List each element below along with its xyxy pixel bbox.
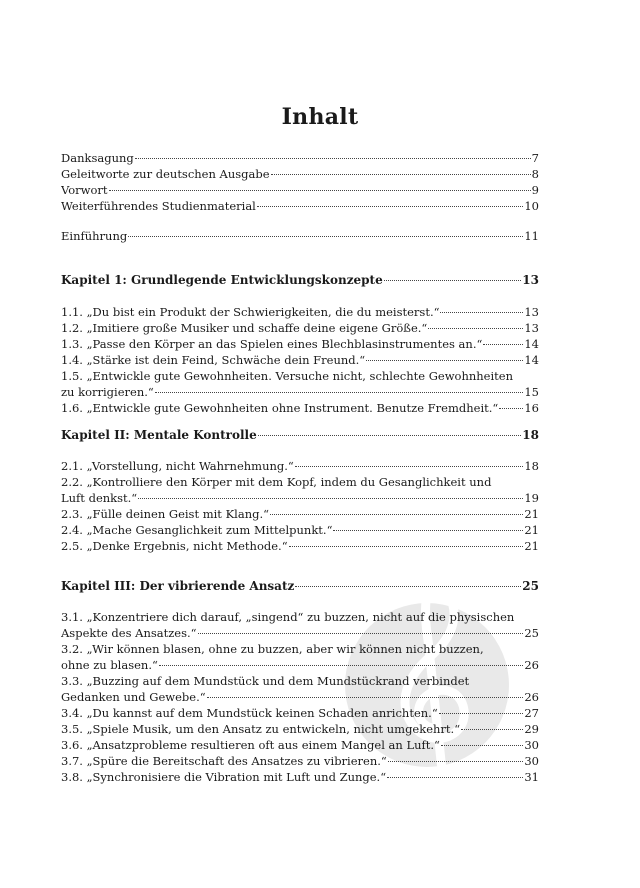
toc-entry[interactable]: Geleitworte zur deutschen Ausgabe 8 (61, 167, 539, 181)
toc-entry-line[interactable]: 3.1. „Konzentriere dich darauf, „singend“ zu buzzen, nicht auf die physischen (61, 610, 515, 624)
toc-entry[interactable]: 1.1. „Du bist ein Produkt der Schwierigkeiten, die du meisterst.“ 13 (61, 305, 539, 319)
toc-entry-line[interactable]: 3.3. „Buzzing auf dem Mundstück und dem Mundstückrand verbindet (61, 674, 470, 688)
toc-entry[interactable]: 2.1. „Vorstellung, nicht Wahrnehmung.“ 18 (61, 459, 539, 473)
toc-entry[interactable]: Gedanken und Gewebe.“ 26 (61, 690, 539, 704)
toc-entry[interactable]: Vorwort 9 (61, 183, 539, 197)
toc-entry[interactable]: 3.4. „Du kannst auf dem Mundstück keinen Schaden anrichten.“ 27 (61, 706, 539, 720)
toc-entry[interactable]: ohne zu blasen.“ 26 (61, 658, 539, 672)
chapter-3-entries (61, 609, 539, 785)
toc-entry[interactable]: 3.8. „Synchronisiere die Vibration mit Luft und Zunge.“ 31 (61, 770, 539, 784)
chapter-1-entries (61, 304, 539, 416)
toc-entry[interactable]: 3.7. „Spüre die Bereitschaft des Ansatzes zu vibrieren.“ 30 (61, 754, 539, 768)
toc-front-matter (61, 150, 539, 214)
toc-entry[interactable]: Danksagung 7 (61, 151, 539, 165)
chapter-1-heading: Kapitel 1: Grundlegende Entwicklungskonzepte 13 (61, 273, 539, 287)
toc-entry[interactable]: 2.4. „Mache Gesanglichkeit zum Mittelpunkt.“ 21 (61, 523, 539, 537)
chapter-2-entries (61, 458, 539, 554)
toc-entry[interactable]: zu korrigieren.“ 15 (61, 385, 539, 399)
toc-entry[interactable]: 2.5. „Denke Ergebnis, nicht Methode.“ 21 (61, 539, 539, 553)
chapter-3-heading: Kapitel III: Der vibrierende Ansatz 25 (61, 579, 539, 593)
toc-entry[interactable]: Weiterführendes Studienmaterial 10 (61, 199, 539, 213)
toc-introduction (61, 228, 539, 244)
toc-entry[interactable]: 1.4. „Stärke ist dein Feind, Schwäche dein Freund.“ 14 (61, 353, 539, 367)
toc-entry[interactable]: Einführung 11 (61, 229, 539, 243)
toc-entry[interactable]: 1.2. „Imitiere große Musiker und schaffe deine eigene Größe.“ 13 (61, 321, 539, 335)
toc-entry[interactable]: 3.6. „Ansatzprobleme resultieren oft aus einem Mangel an Luft.“ 30 (61, 738, 539, 752)
toc-entry-line[interactable]: 2.2. „Kontrolliere den Körper mit dem Kopf, indem du Gesanglichkeit und (61, 475, 492, 489)
page-title: Inhalt (281, 104, 359, 130)
toc-entry[interactable]: Aspekte des Ansatzes.“ 25 (61, 626, 539, 640)
toc-entry[interactable]: 2.3. „Fülle deinen Geist mit Klang.“ 21 (61, 507, 539, 521)
toc-entry[interactable]: Luft denkst.“ 19 (61, 491, 539, 505)
chapter-2-heading: Kapitel II: Mentale Kontrolle 18 (61, 428, 539, 442)
toc-entry[interactable]: 1.6. „Entwickle gute Gewohnheiten ohne Instrument. Benutze Fremdheit.“ 16 (61, 401, 539, 415)
toc-entry[interactable]: 1.3. „Passe den Körper an das Spielen eines Blechblasinstrumentes an.“ 14 (61, 337, 539, 351)
toc-entry-line[interactable]: 1.5. „Entwickle gute Gewohnheiten. Versuche nicht, schlechte Gewohnheiten (61, 369, 513, 383)
toc-entry[interactable]: 3.5. „Spiele Musik, um den Ansatz zu entwickeln, nicht umgekehrt.“ 29 (61, 722, 539, 736)
toc-entry-line[interactable]: 3.2. „Wir können blasen, ohne zu buzzen, aber wir können nicht buzzen, (61, 642, 484, 656)
